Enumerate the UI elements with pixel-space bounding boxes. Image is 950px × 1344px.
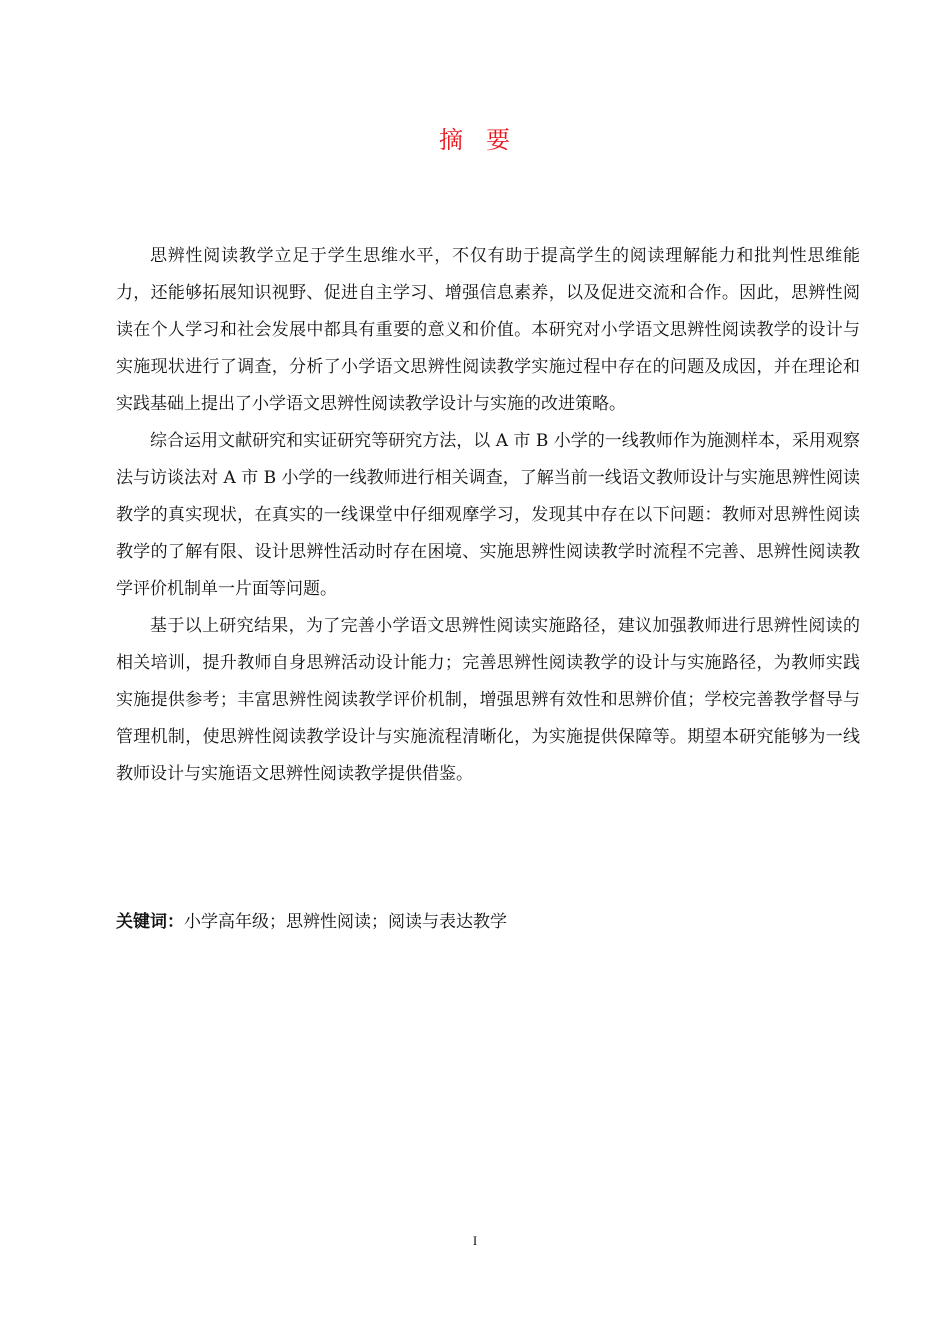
abstract-paragraph-2: 综合运用文献研究和实证研究等研究方法，以 A 市 B 小学的一线教师作为施测样本，采用观察法与访谈法对 A 市 B 小学的一线教师进行相关调查，了解当前一线语文教师设计与实施思辨性阅读教学的真实现状，在真实的一线课堂中仔细观摩学习，发现其中存在以下问题：教师对思辨性阅读教学的了解有限、设计思辨性活动时存在困境、实施思辨性阅读教学时流程不完善、思辨性阅读教学评价机制单一片面等问题。	[116, 431, 860, 599]
keywords-line	[116, 904, 507, 941]
abstract-paragraph-3: 基于以上研究结果，为了完善小学语文思辨性阅读实施路径，建议加强教师进行思辨性阅读的相关培训，提升教师自身思辨活动设计能力；完善思辨性阅读教学的设计与实施路径，为教师实践实施提供参考；丰富思辨性阅读教学评价机制，增强思辨有效性和思辨价值；学校完善教学督导与管理机制，使思辨性阅读教学设计与实施流程清晰化，为实施提供保障等。期望本研究能够为一线教师设计与实施语文思辨性阅读教学提供借鉴。	[116, 616, 860, 784]
abstract-title-char-1: 摘	[439, 126, 464, 154]
abstract-title	[0, 122, 950, 158]
page-number: I	[472, 1233, 478, 1248]
abstract-title-char-2: 要	[486, 126, 511, 154]
abstract-body	[116, 238, 860, 793]
abstract-paragraph-1: 思辨性阅读教学立足于学生思维水平，不仅有助于提高学生的阅读理解能力和批判性思维能力，还能够拓展知识视野、促进自主学习、增强信息素养，以及促进交流和合作。因此，思辨性阅读在个人学习和社会发展中都具有重要的意义和价值。本研究对小学语文思辨性阅读教学的设计与实施现状进行了调查，分析了小学语文思辨性阅读教学实施过程中存在的问题及成因，并在理论和实践基础上提出了小学语文思辨性阅读教学设计与实施的改进策略。	[116, 246, 860, 414]
keywords-value: 小学高年级；思辨性阅读；阅读与表达教学	[184, 912, 507, 932]
keywords-label: 关键词：	[116, 912, 184, 932]
